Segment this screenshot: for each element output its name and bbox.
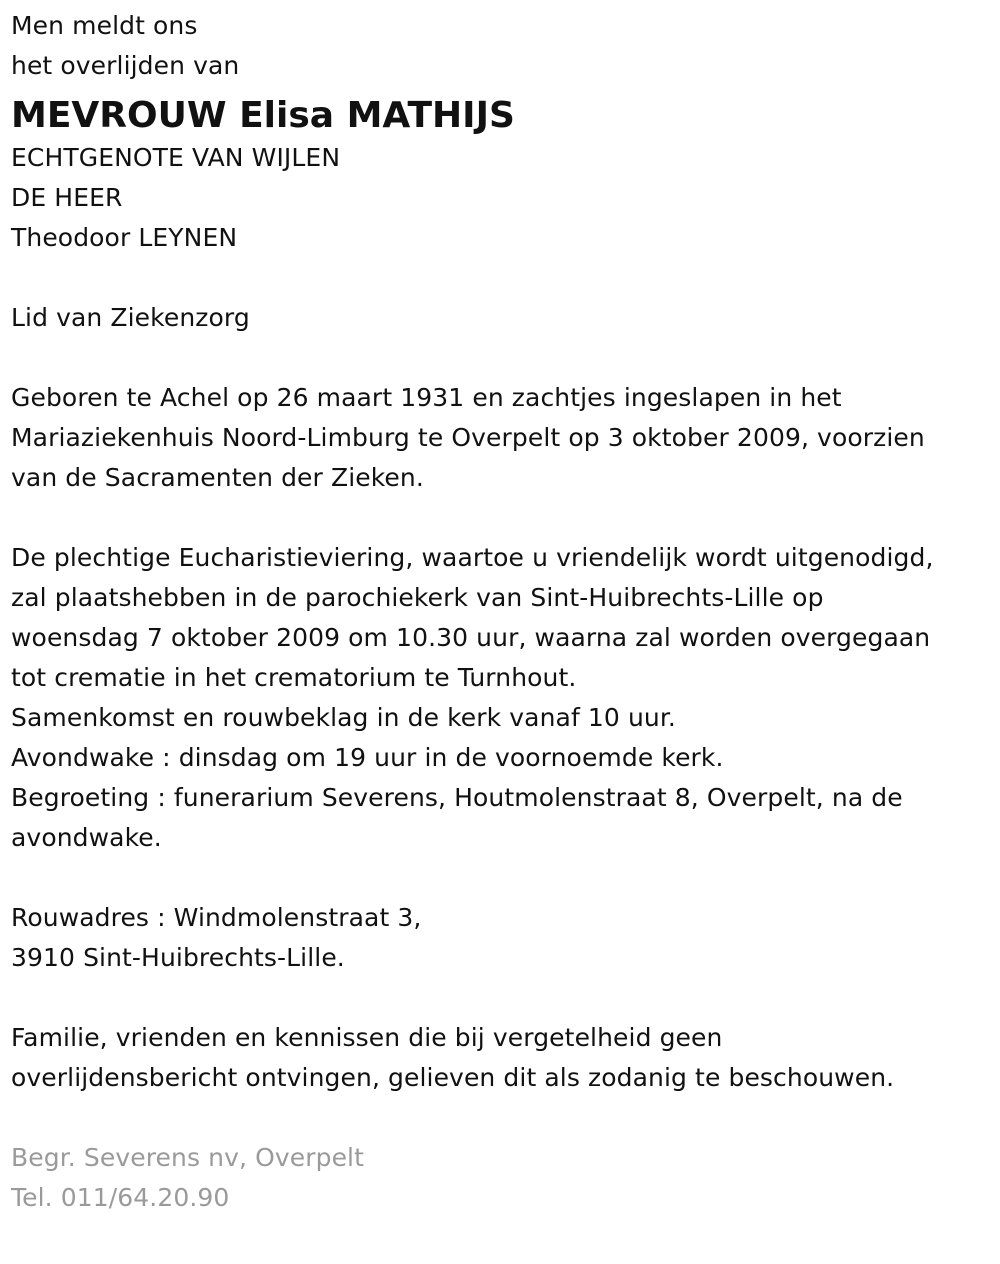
intro-line: Men meldt ons bbox=[11, 11, 198, 40]
paragraph-line: De plechtige Eucharistieviering, waartoe u vriendelijk wordt uitgenodigd, bbox=[11, 543, 934, 572]
notice-line: Familie, vrienden en kennissen die bij vergetelheid geen bbox=[11, 1023, 723, 1052]
membership: Lid van Ziekenzorg bbox=[11, 303, 250, 332]
address-line: Rouwadres : Windmolenstraat 3, bbox=[11, 903, 422, 932]
address-block bbox=[11, 898, 991, 978]
paragraph-line: Mariaziekenhuis Noord-Limburg te Overpelt op 3 oktober 2009, voorzien bbox=[11, 423, 925, 452]
paragraph-line: woensdag 7 oktober 2009 om 10.30 uur, waarna zal worden overgegaan bbox=[11, 623, 931, 652]
deceased-block bbox=[11, 92, 991, 258]
spacer bbox=[11, 338, 991, 378]
spacer bbox=[11, 498, 991, 538]
spouse-name: Theodoor LEYNEN bbox=[11, 223, 238, 252]
paragraph-line: Geboren te Achel op 26 maart 1931 en zachtjes ingeslapen in het bbox=[11, 383, 842, 412]
funeral-company: Begr. Severens nv, Overpelt bbox=[11, 1143, 364, 1172]
footer-block bbox=[11, 1138, 991, 1218]
address-line: 3910 Sint-Huibrechts-Lille. bbox=[11, 943, 345, 972]
wake-line: Avondwake : dinsdag om 19 uur in de voornoemde kerk. bbox=[11, 743, 724, 772]
birth-death-paragraph bbox=[11, 378, 991, 498]
greeting-line: Begroeting : funerarium Severens, Houtmolenstraat 8, Overpelt, na de bbox=[11, 783, 903, 812]
paragraph-line: tot crematie in het crematorium te Turnhout. bbox=[11, 663, 577, 692]
greeting-line: avondwake. bbox=[11, 823, 162, 852]
spacer bbox=[11, 258, 991, 298]
intro-block bbox=[11, 6, 991, 86]
spacer bbox=[11, 858, 991, 898]
gathering-line: Samenkomst en rouwbeklag in de kerk vanaf 10 uur. bbox=[11, 703, 676, 732]
spacer bbox=[11, 978, 991, 1018]
intro-line: het overlijden van bbox=[11, 51, 240, 80]
paragraph-line: van de Sacramenten der Zieken. bbox=[11, 463, 424, 492]
paragraph-line: zal plaatshebben in de parochiekerk van Sint-Huibrechts-Lille op bbox=[11, 583, 824, 612]
notice-block bbox=[11, 1018, 991, 1098]
spacer bbox=[11, 1098, 991, 1138]
deceased-name: MEVROUW Elisa MATHIJS bbox=[11, 95, 515, 136]
notice-line: overlijdensbericht ontvingen, gelieven dit als zodanig te beschouwen. bbox=[11, 1063, 895, 1092]
relation-line: ECHTGENOTE VAN WIJLEN bbox=[11, 143, 341, 172]
relation-line: DE HEER bbox=[11, 183, 123, 212]
funeral-phone: Tel. 011/64.20.90 bbox=[11, 1183, 230, 1212]
ceremony-paragraph bbox=[11, 538, 991, 858]
obituary-notice bbox=[11, 6, 991, 1218]
